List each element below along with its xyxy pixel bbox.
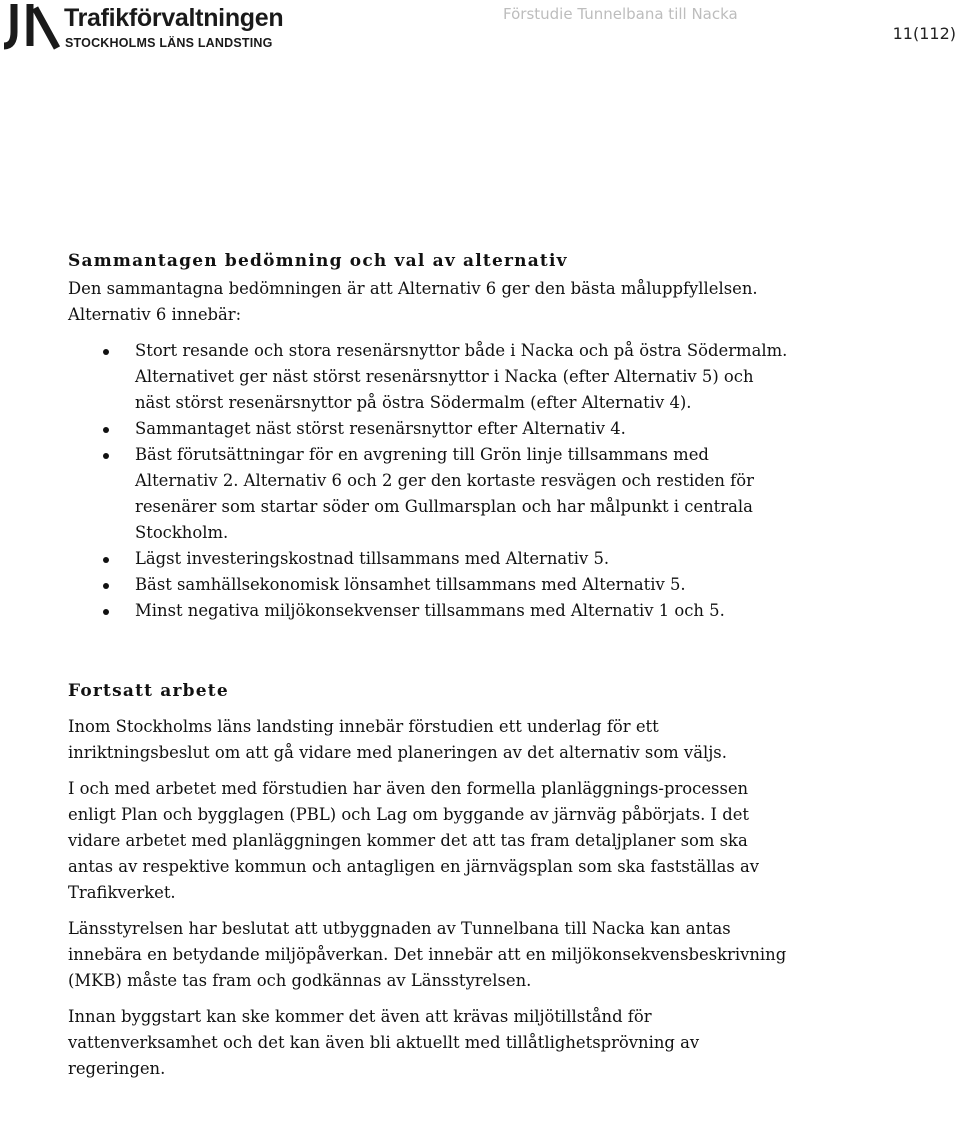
list-item-text: Bäst förutsättningar för en avgrening till Grön linje tillsammans med Alternativ 2. Alternativ 6 och 2 ger den kortaste resvägen och restiden för resenärer som startar söder om Gullmarsplan och har målpunkt i centrala Stockholm. [135,445,754,542]
page-content [68,248,788,1092]
list-item [68,572,788,598]
bullet-icon [103,427,109,433]
bullet-icon [103,583,109,589]
logo-subtitle: STOCKHOLMS LÄNS LANDSTING [65,36,273,50]
bullet-icon [103,557,109,563]
section-intro: Den sammantagna bedömningen är att Alternativ 6 ger den bästa måluppfyllelsen. Alternativ 6 innebär: [68,279,758,324]
document-title: Förstudie Tunnelbana till Nacka [503,5,738,23]
bullet-icon [103,609,109,615]
paragraph: Länsstyrelsen har beslutat att utbyggnaden av Tunnelbana till Nacka kan antas innebära en betydande miljöpåverkan. Det innebär att en miljökonsekvensbeskrivning (MKB) måste tas fram och godkännas av Länsstyrelsen. [68,919,787,990]
paragraph: Innan byggstart kan ske kommer det även att krävas miljötillstånd för vattenverksamhet och det kan även bli aktuellt med tillåtlighetsprövning av regeringen. [68,1007,700,1078]
list-item [68,598,788,624]
list-item-text: Stort resande och stora resenärsnyttor både i Nacka och på östra Södermalm. Alternativet ger näst störst resenärsnyttor i Nacka (efter Alternativ 5) och näst störst resenärsnyttor på östra Södermalm (efter Alternativ 4). [135,341,788,412]
list-item [68,338,788,416]
paragraph: I och med arbetet med förstudien har även den formella planläggnings-processen enligt Plan och bygglagen (PBL) och Lag om byggande av järnväg påbörjats. I det vidare arbetet med planläggningen kommer det att tas fram detaljplaner som ska antas av respektive kommun och antagligen en järnvägsplan som ska fastställas av Trafikverket. [68,779,760,902]
section-heading-continued-work: Fortsatt arbete [68,681,229,701]
bullet-icon [103,349,109,355]
logo-name: Trafikförvaltningen [64,4,284,32]
bullet-icon [103,453,109,459]
paragraph: Inom Stockholms läns landsting innebär förstudien ett underlag för ett inriktningsbeslut om att gå vidare med planeringen av det alternativ som väljs. [68,717,727,762]
list-item-text: Sammantaget näst störst resenärsnyttor efter Alternativ 4. [135,419,626,438]
list-item [68,416,788,442]
section-heading-assessment: Sammantagen bedömning och val av alternativ [68,251,568,271]
list-item [68,546,788,572]
list-item-text: Minst negativa miljökonsekvenser tillsammans med Alternativ 1 och 5. [135,601,725,620]
list-item-text: Lägst investeringskostnad tillsammans med Alternativ 5. [135,549,610,568]
list-item-text: Bäst samhällsekonomisk lönsamhet tillsammans med Alternativ 5. [135,575,686,594]
list-item [68,442,788,546]
page-header [0,0,960,60]
page-number: 11(112) [892,24,956,43]
trafikforvaltningen-logo [2,2,312,52]
bullet-list [68,338,788,624]
sll-emblem-icon [2,2,60,50]
